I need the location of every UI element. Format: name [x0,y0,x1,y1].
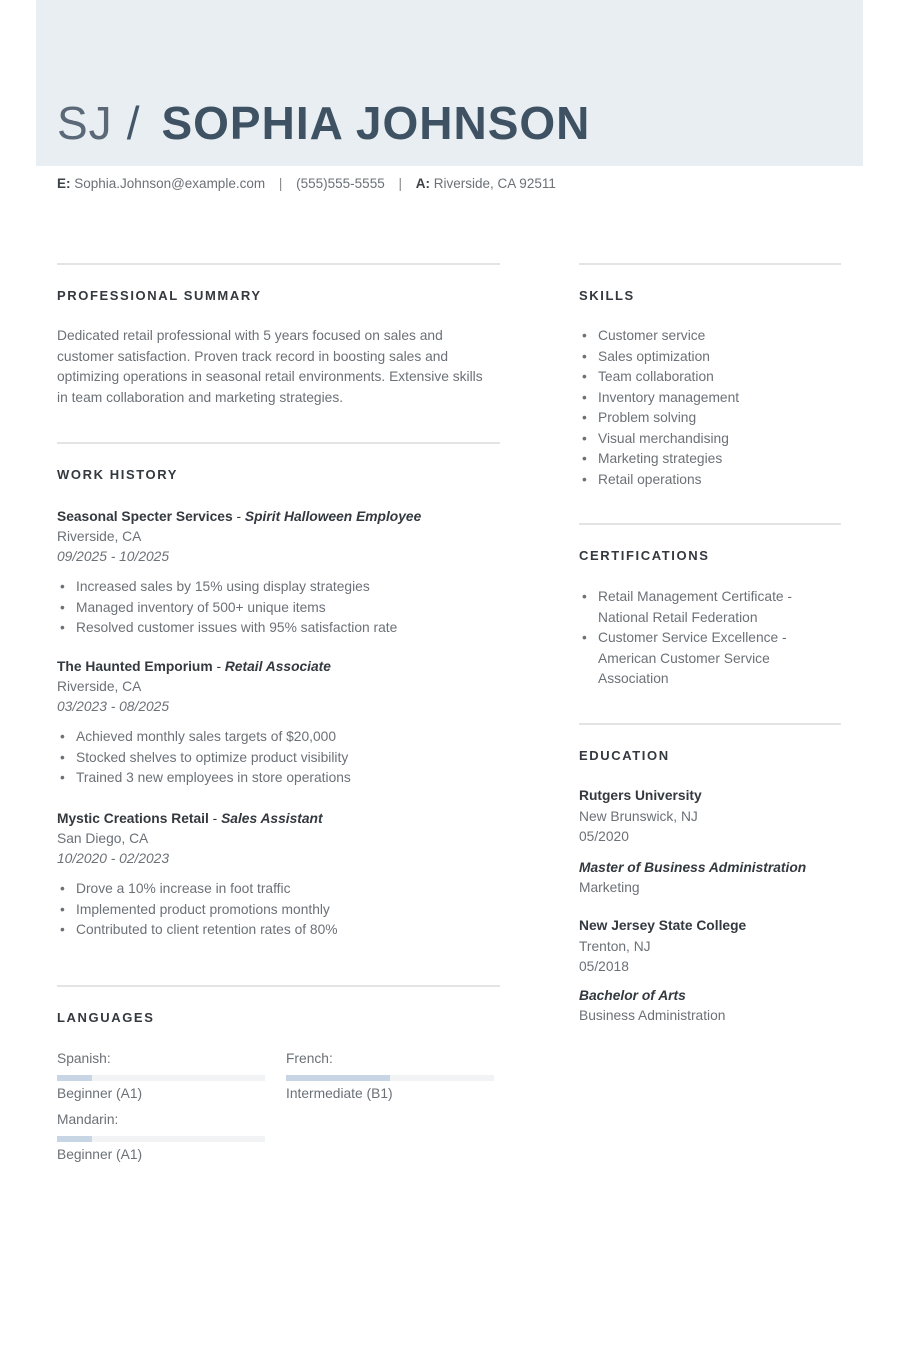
language-name: Spanish: [57,1051,111,1066]
job-entry [57,507,497,639]
language-proficiency-fill [57,1136,92,1142]
job-company: Mystic Creations Retail [57,811,209,826]
degree-name: Bachelor of Arts [579,987,686,1003]
job-heading [57,809,497,829]
job-bullet: • Achieved monthly sales targets of $20,000 [57,727,497,748]
summary-title: PROFESSIONAL SUMMARY [57,288,262,303]
email-link[interactable]: Sophia.Johnson@example.com [74,176,266,191]
skill-item: • Visual merchandising [579,429,841,450]
education-entry [579,916,841,1027]
skill-item: • Customer service [579,326,841,347]
email-label: E: [57,176,71,191]
certifications-list [579,577,841,690]
school-name: Rutgers University [579,788,702,803]
degree-field: Business Administration [579,1008,726,1023]
skill-item: • Retail operations [579,470,841,491]
address: Riverside, CA 92511 [433,176,556,191]
certification-item: • Customer Service Excellence - American Customer Service Association [579,628,841,690]
section-divider [57,985,500,987]
job-bullet: • Contributed to client retention rates of 80% [57,920,497,941]
certification-bullets [579,587,841,690]
job-bullet: • Increased sales by 15% using display strategies [57,577,497,598]
language-level: Beginner (A1) [57,1086,143,1101]
language-proficiency-bar [57,1136,265,1142]
job-entry [57,657,497,789]
skill-item: • Marketing strategies [579,449,841,470]
work-history-title: WORK HISTORY [57,467,179,482]
job-dates: 10/2020 - 02/2023 [57,851,170,866]
language-proficiency-bar [286,1075,494,1081]
education-title: EDUCATION [579,748,670,763]
job-bullet: • Resolved customer issues with 95% satisfaction rate [57,618,497,639]
certification-item: • Retail Management Certificate - National Retail Federation [579,587,841,628]
language-level: Beginner (A1) [57,1147,143,1162]
job-bullet: • Managed inventory of 500+ unique items [57,598,497,619]
skills-title: SKILLS [579,288,635,303]
job-dates: 03/2023 - 08/2025 [57,699,170,714]
job-heading [57,507,497,527]
job-bullet: • Implemented product promotions monthly [57,900,497,921]
skills-bullets [579,326,841,490]
language-entry [57,1110,265,1165]
section-divider [579,723,841,725]
job-bullets [57,577,497,639]
job-bullets [57,879,497,941]
language-level: Intermediate (B1) [286,1086,393,1101]
school-location: New Brunswick, NJ [579,808,698,824]
job-bullets [57,727,497,789]
name-separator: / [126,97,140,149]
job-bullet: • Drove a 10% increase in foot traffic [57,879,497,900]
job-role: Retail Associate [224,659,331,674]
language-proficiency-bar [57,1075,265,1081]
language-entry [286,1049,494,1104]
job-entry [57,809,497,941]
name-heading [57,96,590,156]
contact-line [57,176,556,191]
job-role: Spirit Halloween Employee [244,509,422,524]
summary-text: Dedicated retail professional with 5 years focused on sales and customer satisfaction. Proven track record in boosting sales and optimizing operations in seasonal retail environments. Extensive skills in team collaboration and marketing strategies. [57,328,483,405]
job-dash: - [212,659,225,674]
skill-item: • Inventory management [579,388,841,409]
languages-title: LANGUAGES [57,1010,155,1025]
job-bullet: • Trained 3 new employees in store operations [57,768,497,789]
skill-item: • Team collaboration [579,367,841,388]
section-divider [57,442,500,444]
degree-name: Master of Business Administration [579,859,807,875]
section-divider [579,263,841,265]
job-dash: - [208,811,222,826]
graduation-date: 05/2018 [579,959,629,974]
initials: SJ [57,97,113,149]
phone-number[interactable]: (555)555-5555 [296,176,385,191]
skills-list [579,316,841,490]
job-bullet: • Stocked shelves to optimize product visibility [57,748,497,769]
skill-item: • Sales optimization [579,347,841,368]
section-divider [579,523,841,525]
language-name: Mandarin: [57,1112,119,1127]
education-entry [579,786,841,899]
address-label: A: [415,176,431,191]
job-dash: - [232,509,245,524]
school-name: New Jersey State College [579,918,747,933]
section-divider [57,263,500,265]
job-company: The Haunted Emporium [57,659,213,674]
graduation-date: 05/2020 [579,829,629,844]
skill-item: • Problem solving [579,408,841,429]
full-name: SOPHIA JOHNSON [161,97,591,149]
job-location: Riverside, CA [57,679,142,694]
contact-separator: | [398,176,402,191]
job-dates: 09/2025 - 10/2025 [57,549,170,564]
job-location: Riverside, CA [57,529,142,544]
language-proficiency-fill [57,1075,92,1081]
job-heading [57,657,497,677]
language-proficiency-fill [286,1075,390,1081]
language-name: French: [286,1051,333,1066]
job-location: San Diego, CA [57,831,149,846]
job-role: Sales Assistant [221,811,323,826]
certifications-title: CERTIFICATIONS [579,548,710,563]
degree-field: Marketing [579,880,640,895]
job-company: Seasonal Specter Services [57,509,233,524]
contact-separator: | [278,176,283,191]
language-entry [57,1049,265,1104]
school-location: Trenton, NJ [579,938,651,954]
